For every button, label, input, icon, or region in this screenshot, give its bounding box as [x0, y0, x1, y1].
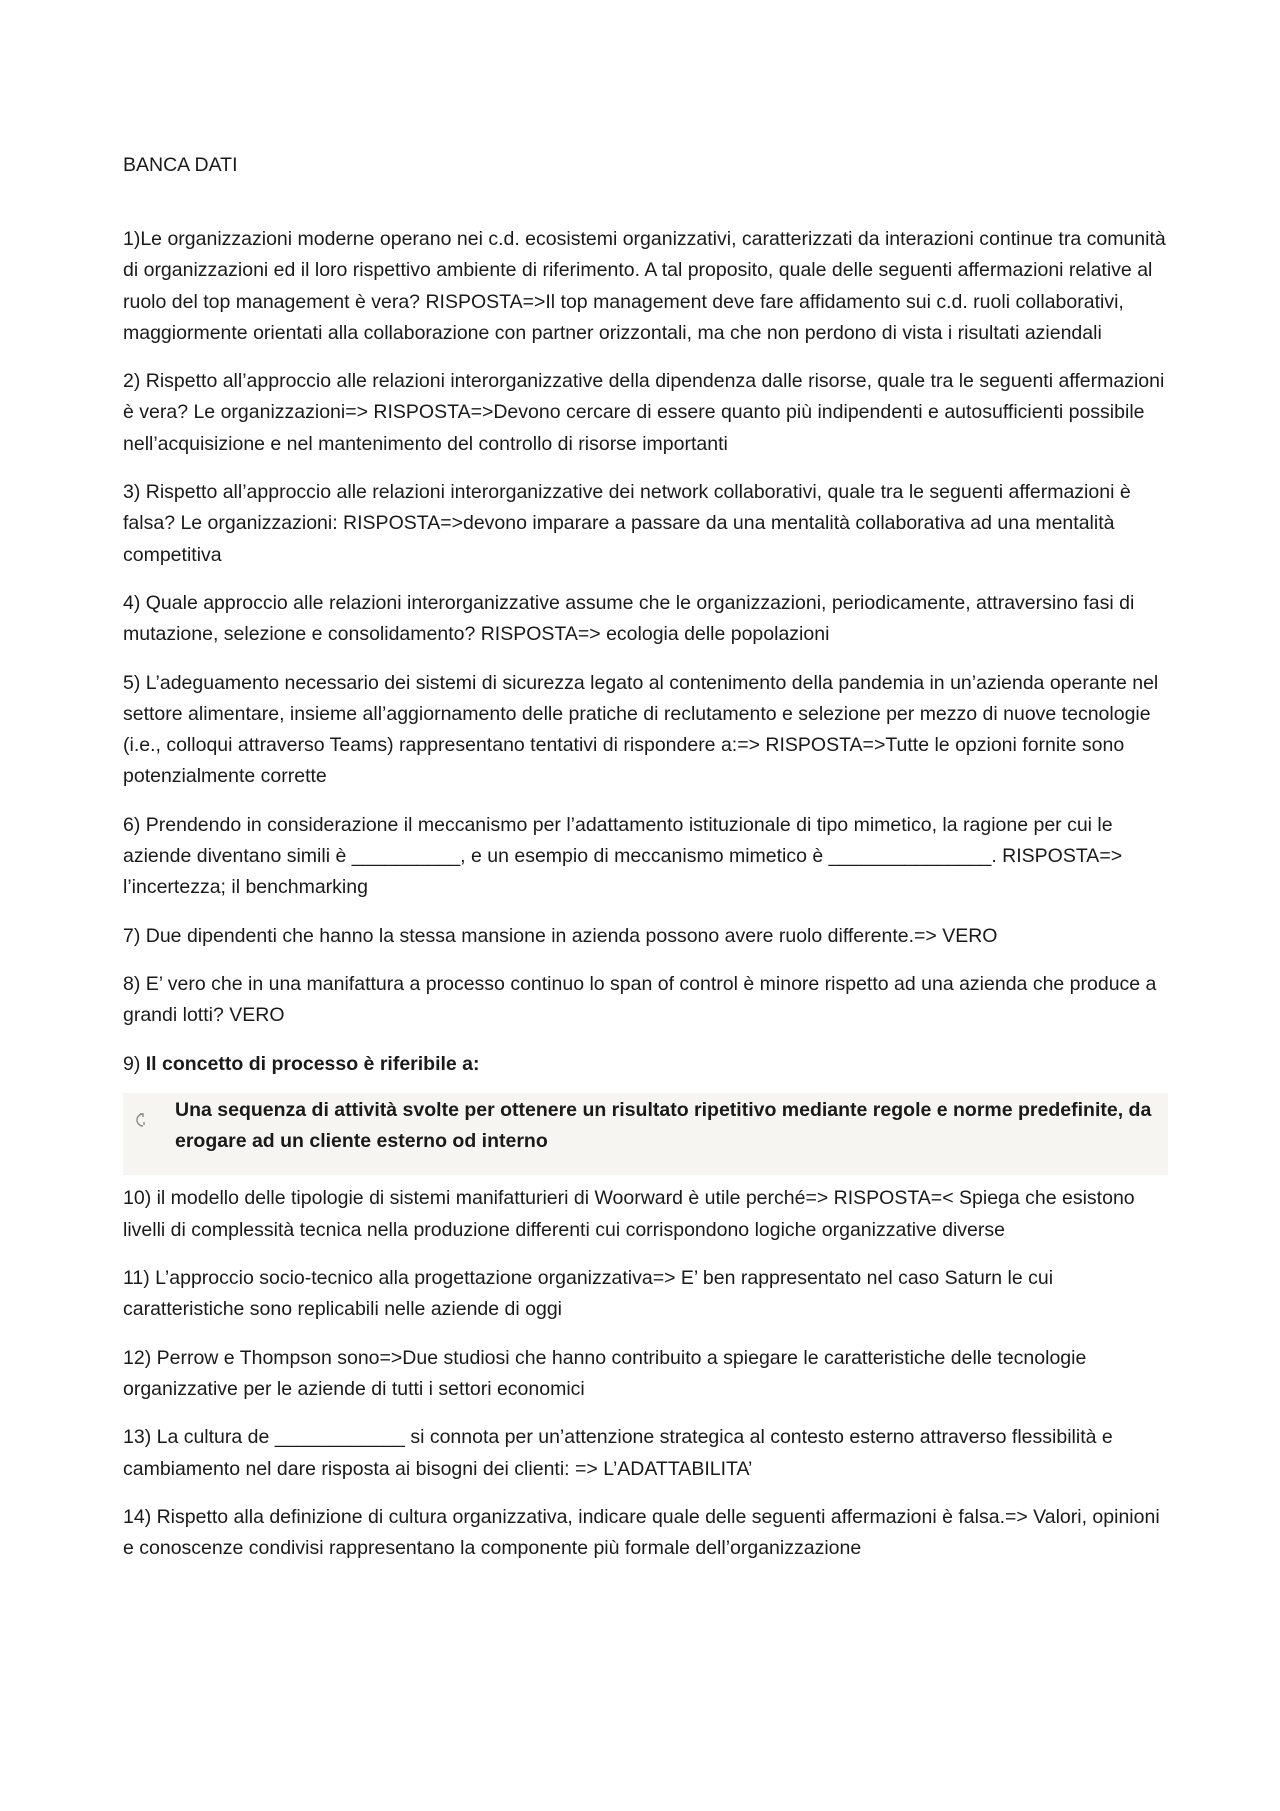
question-10: 10) il modello delle tipologie di sistemi manifatturieri di Woorward è utile perché=> RISPOSTA=< Spiega che esistono livelli di complessità tecnica nella produzione differenti cui corrispondono logiche organizzative diverse	[123, 1187, 1135, 1241]
question-11: 11) L’approccio socio-tecnico alla progettazione organizzativa=> E’ ben rappresentato nel caso Saturn le cui caratteristiche sono replicabili nelle aziende di oggi	[123, 1267, 1054, 1321]
radio-selected-icon	[131, 1111, 147, 1129]
question-5: 5) L’adeguamento necessario dei sistemi di sicurezza legato al contenimento della pandemia in un’azienda operante nel settore alimentare, insieme all’aggiornamento delle pratiche di reclutamento e selezione per mezzo di nuove tecnologie (i.e., colloqui attraverso Teams) rappresentano tentativi di rispondere a:=> RISPOSTA=>Tutte le opzioni fornite sono potenzialmente corrette	[123, 671, 1159, 788]
question-12: 12) Perrow e Thompson sono=>Due studiosi che hanno contribuito a spiegare le caratteristiche delle tecnologie organizzative per le aziende di tutti i settori economici	[123, 1346, 1087, 1400]
question-14: 14) Rispetto alla definizione di cultura organizzativa, indicare quale delle seguenti affermazioni è falsa.=> Valori, opinioni e conoscenze condivisi rappresentano la componente più formale dell’organizzazione	[123, 1505, 1160, 1560]
document-title: BANCA DATI	[123, 154, 238, 176]
question-9-answer-option[interactable]	[123, 1093, 1168, 1176]
question-2: 2) Rispetto all’approccio alle relazioni interorganizzative della dipendenza dalle risorse, quale tra le seguenti affermazioni è vera? Le organizzazioni=> RISPOSTA=>Devono cercare di essere quanto più indipendenti e autosufficienti possibile nell’acquisizione e nel mantenimento del controllo di risorse importanti	[123, 370, 1165, 455]
question-7: 7) Due dipendenti che hanno la stessa mansione in azienda possono avere ruolo differente.=> VERO	[123, 924, 998, 947]
question-8: 8) E’ vero che in una manifattura a processo continuo lo span of control è minore rispetto ad una azienda che produce a grandi lotti? VERO	[123, 972, 1157, 1027]
document-page	[123, 150, 1168, 1581]
question-9-number: 9)	[123, 1052, 146, 1075]
question-4: 4) Quale approccio alle relazioni interorganizzative assume che le organizzazioni, periodicamente, attraversino fasi di mutazione, selezione e consolidamento? RISPOSTA=> ecologia delle popolazioni	[123, 591, 1135, 646]
question-3: 3) Rispetto all’approccio alle relazioni interorganizzative dei network collaborativi, quale tra le seguenti affermazioni è falsa? Le organizzazioni: RISPOSTA=>devono imparare a passare da una mentalità collaborativa ad una mentalità competitiva	[123, 481, 1131, 566]
question-9	[123, 1049, 1168, 1080]
question-13: 13) La cultura de ____________ si connota per un’attenzione strategica al contesto esterno attraverso flessibilità e cambiamento nel dare risposta ai bisogni dei clienti: => L’ADATTABILITA’	[123, 1426, 1113, 1480]
question-1: 1)Le organizzazioni moderne operano nei c.d. ecosistemi organizzativi, caratterizzati da interazioni continue tra comunità di organizzazioni ed il loro rispettivo ambiente di riferimento. A tal proposito, quale delle seguenti affermazioni relative al ruolo del top management è vera? RISPOSTA=>Il top management deve fare affidamento sui c.d. ruoli collaborativi, maggiormente orientati alla collaborazione con partner orizzontali, ma che non perdono di vista i risultati aziendali	[123, 228, 1166, 344]
question-6: 6) Prendendo in considerazione il meccanismo per l’adattamento istituzionale di tipo mimetico, la ragione per cui le aziende diventano simili è __________, e un esempio di meccanismo mimetico è _______________. RISPOSTA=> l’incertezza; il benchmarking	[123, 813, 1123, 899]
question-9-answer-text: Una sequenza di attività svolte per ottenere un risultato ripetitivo mediante regole e norme predefinite, da erogare ad un cliente esterno od interno	[175, 1098, 1152, 1153]
question-9-text: Il concetto di processo è riferibile a:	[145, 1052, 480, 1075]
